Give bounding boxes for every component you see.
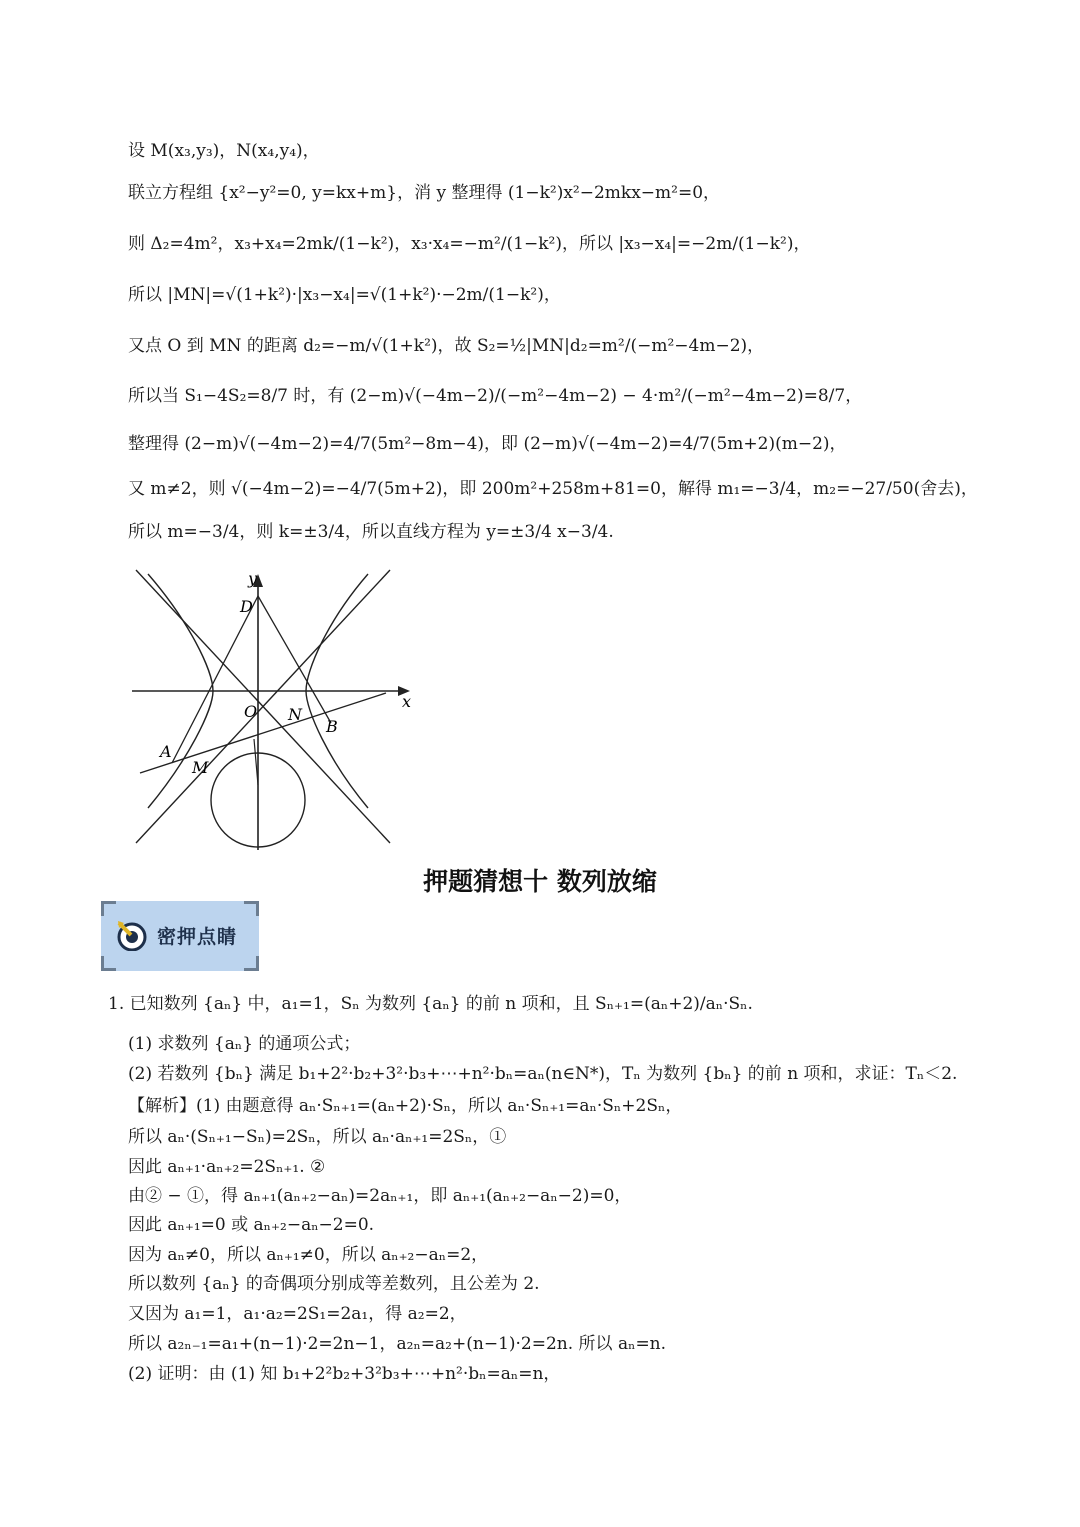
line-DA [172, 596, 258, 763]
solution-line: 联立方程组 {x²−y²=0, y=kx+m}，消 y 整理得 (1−k²)x²−2mkx−m²=0， [128, 183, 721, 203]
solution-line: 则 Δ₂=4m²，x₃+x₄=2mk/(1−k²)，x₃·x₄=−m²/(1−k²)，所以 |x₃−x₄|=−2m/(1−k²)， [128, 234, 811, 254]
problem-line: 所以数列 {aₙ} 的奇偶项分别成等差数列，且公差为 2. [128, 1274, 540, 1294]
solution-line: 所以 |MN|=√(1+k²)·|x₃−x₄|=√(1+k²)·−2m/(1−k²)， [128, 285, 561, 305]
problem-line: 又因为 a₁=1，a₁·a₂=2S₁=2a₁，得 a₂=2， [128, 1304, 467, 1324]
section-title: 押题猜想十 数列放缩 [423, 867, 657, 896]
solution-line: 又 m≠2，则 √(−4m−2)=−4/7(5m+2)，即 200m²+258m+81=0，解得 m₁=−3/4，m₂=−27/50(舍去)， [128, 479, 978, 499]
problem-line: (1) 求数列 {aₙ} 的通项公式； [128, 1034, 361, 1054]
label-x: x [402, 692, 412, 711]
solution-line: 又点 O 到 MN 的距离 d₂=−m/√(1+k²)，故 S₂=½|MN|d₂=m²/(−m²−4m−2)， [128, 336, 765, 356]
problem-line: (2) 若数列 {bₙ} 满足 b₁+2²·b₂+3²·b₃+⋯+n²·bₙ=aₙ(n∈N*)，Tₙ 为数列 {bₙ} 的前 n 项和，求证：Tₙ＜2. [128, 1064, 958, 1084]
problem-line: 因为 aₙ≠0，所以 aₙ₊₁≠0，所以 aₙ₊₂−aₙ=2， [128, 1245, 489, 1265]
hyperbola-figure [128, 560, 418, 852]
problem-line: 【解析】(1) 由题意得 aₙ·Sₙ₊₁=(aₙ+2)·Sₙ，所以 aₙ·Sₙ₊₁=aₙ·Sₙ+2Sₙ， [128, 1096, 683, 1116]
target-icon [117, 921, 147, 951]
label-A: A [160, 742, 172, 761]
label-N: N [288, 705, 302, 724]
problem-line: 由② − ①，得 aₙ₊₁(aₙ₊₂−aₙ)=2aₙ₊₁，即 aₙ₊₁(aₙ₊₂−aₙ−2)=0， [128, 1186, 632, 1206]
line-AB [140, 693, 386, 773]
key-points-badge [101, 901, 259, 971]
problem-line: (2) 证明：由 (1) 知 b₁+2²b₂+3²b₃+⋯+n²·bₙ=aₙ=n， [128, 1364, 561, 1384]
label-D: D [240, 597, 253, 616]
solution-line: 所以当 S₁−4S₂=8/7 时，有 (2−m)√(−4m−2)/(−m²−4m−2) − 4·m²/(−m²−4m−2)=8/7， [128, 386, 863, 406]
problem-line: 所以 a₂ₙ₋₁=a₁+(n−1)·2=2n−1，a₂ₙ=a₂+(n−1)·2=2n. 所以 aₙ=n. [128, 1334, 667, 1354]
label-B: B [326, 717, 338, 736]
problem-line: 所以 aₙ·(Sₙ₊₁−Sₙ)=2Sₙ，所以 aₙ·aₙ₊₁=2Sₙ，① [128, 1127, 507, 1147]
label-y: y [248, 569, 258, 588]
label-O: O [244, 702, 258, 721]
line-DB [258, 596, 331, 723]
solution-line: 所以 m=−3/4，则 k=±3/4，所以直线方程为 y=±3/4 x−3/4. [128, 522, 614, 542]
problem-line: 因此 aₙ₊₁=0 或 aₙ₊₂−aₙ−2=0. [128, 1215, 375, 1235]
problem-line: 因此 aₙ₊₁·aₙ₊₂=2Sₙ₊₁. ② [128, 1157, 326, 1177]
solution-line: 整理得 (2−m)√(−4m−2)=4/7(5m²−8m−4)，即 (2−m)√(−4m−2)=4/7(5m+2)(m−2)， [128, 434, 847, 454]
label-M: M [192, 758, 209, 777]
badge-label: 密押点睛 [157, 926, 238, 948]
problem-statement: 1. 已知数列 {aₙ} 中，a₁=1，Sₙ 为数列 {aₙ} 的前 n 项和，且 Sₙ₊₁=(aₙ+2)/aₙ·Sₙ. [108, 994, 753, 1014]
solution-line: 设 M(x₃,y₃)，N(x₄,y₄)， [128, 141, 320, 161]
